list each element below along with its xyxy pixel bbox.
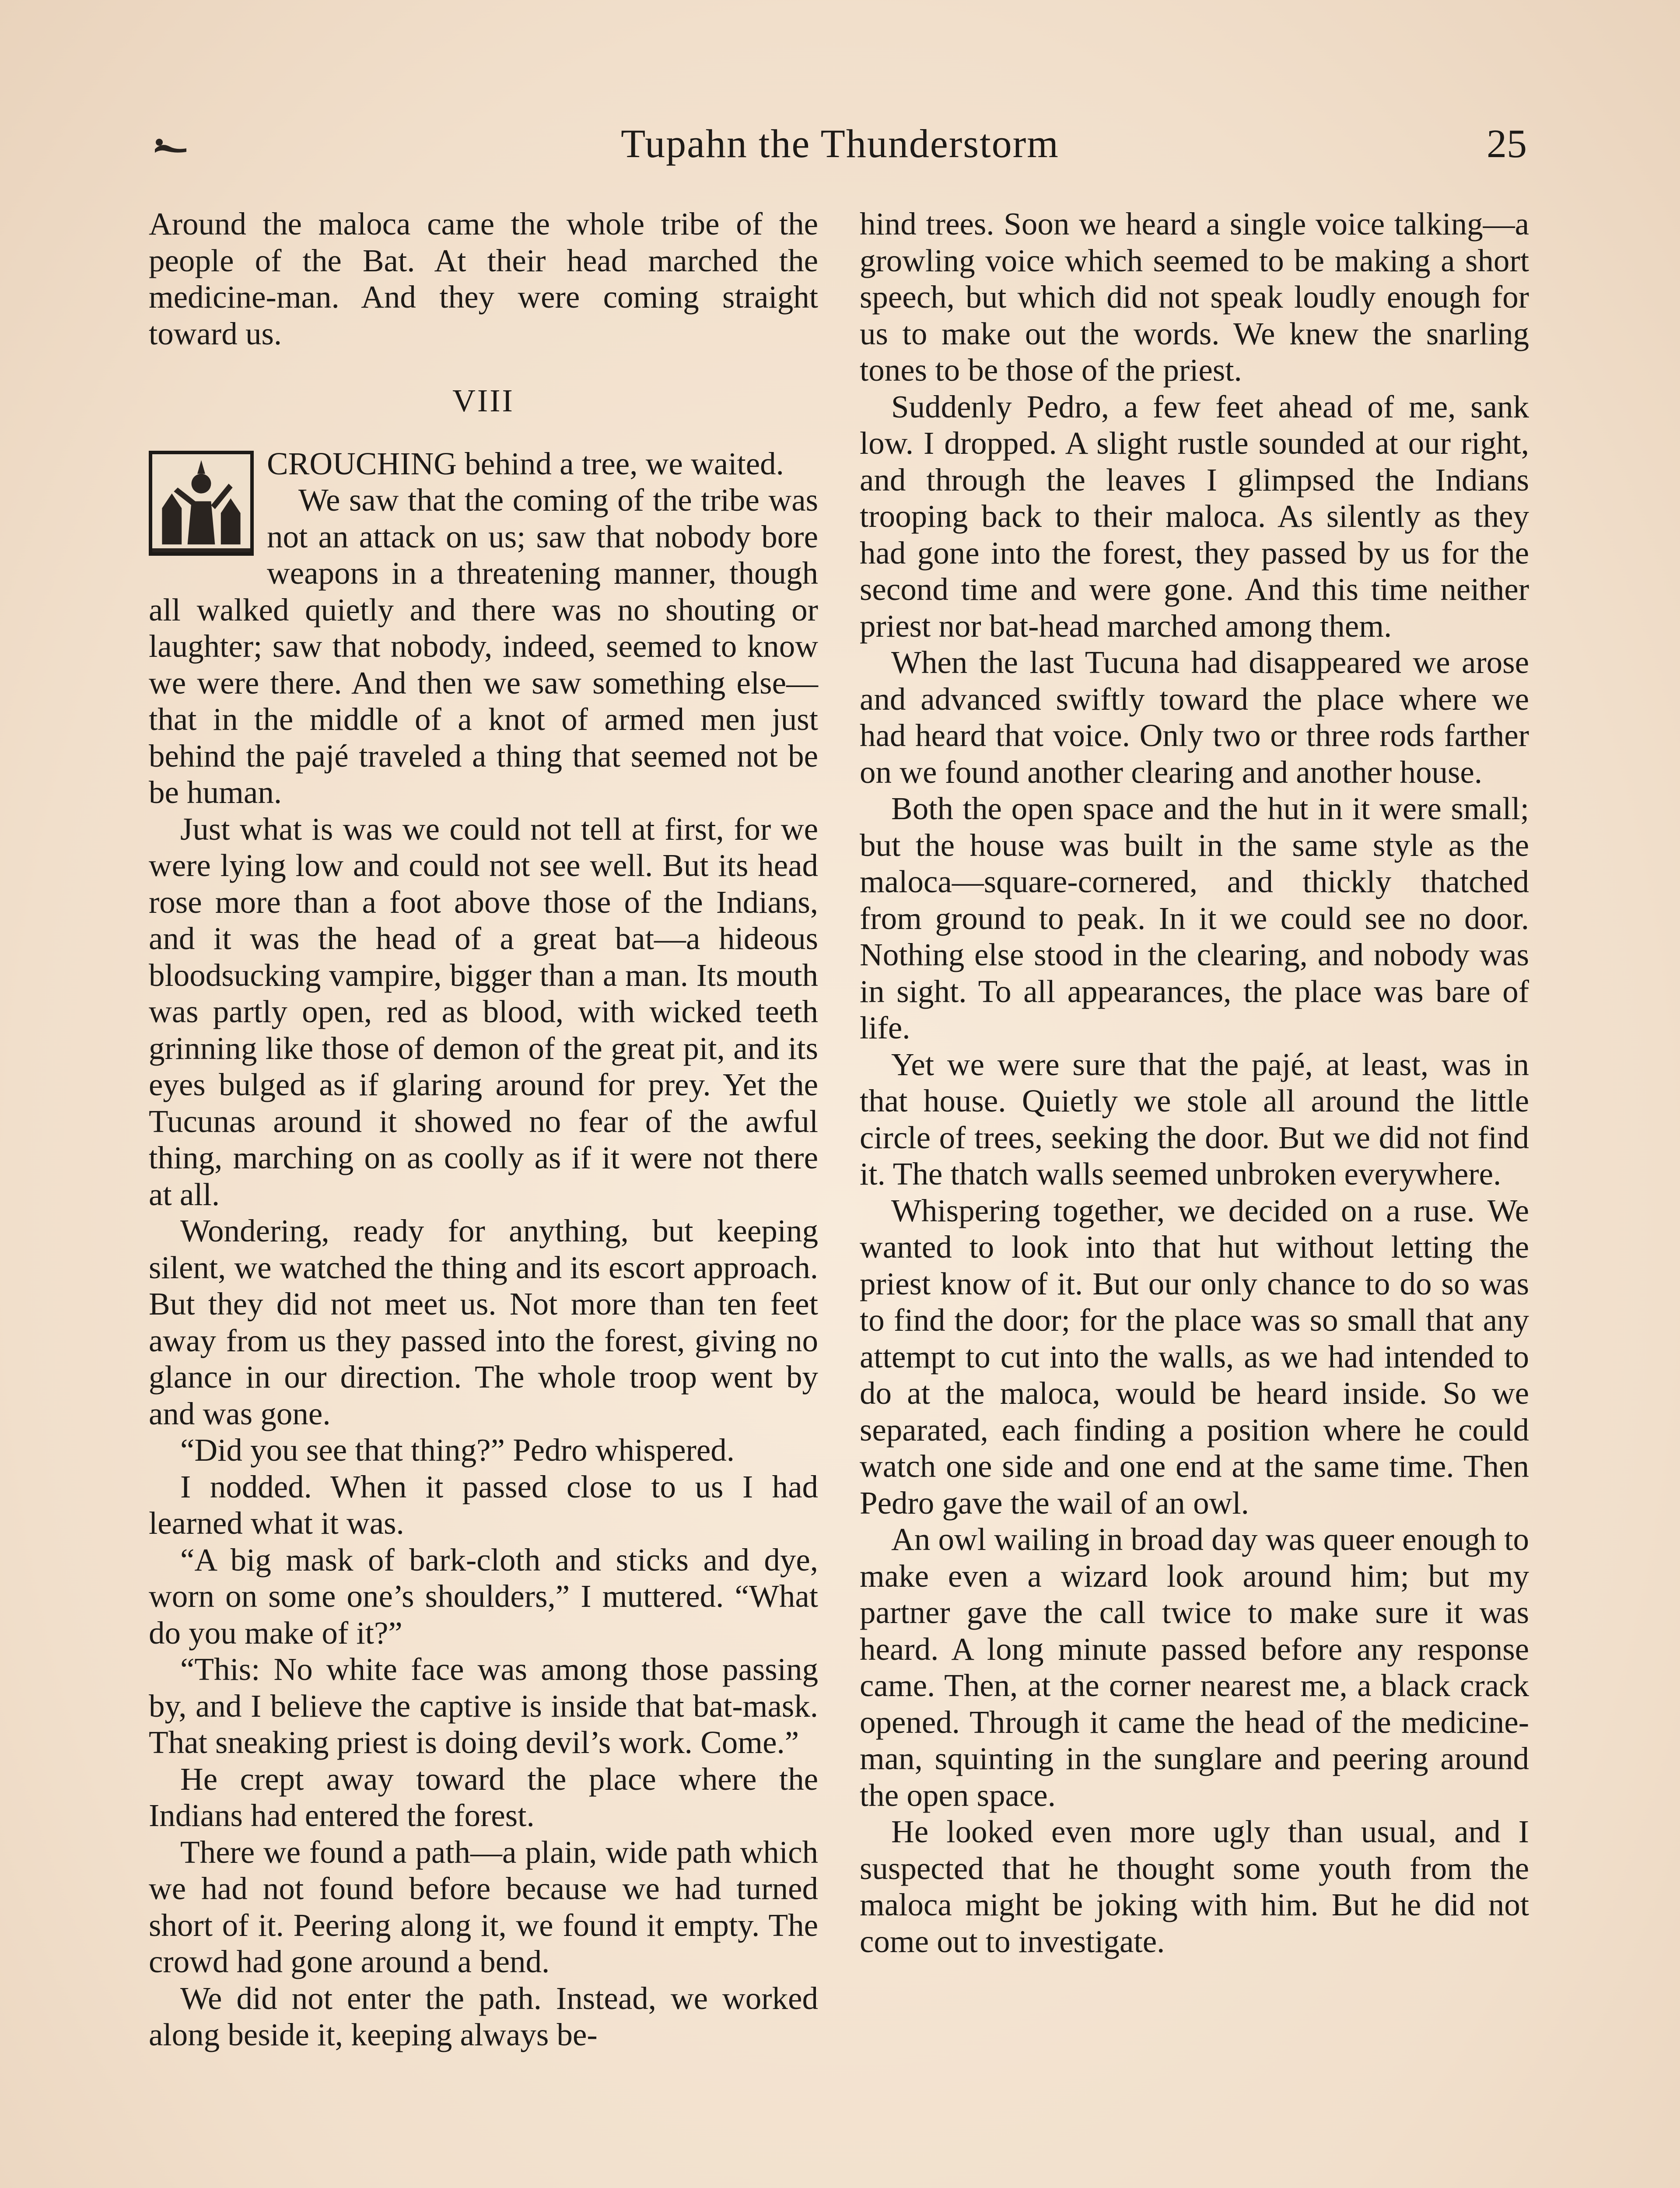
paragraph: hind trees. Soon we heard a single voice talking—a growling voice which seemed to be making a short speech, but which did not speak loudly enough for us to make out the words. We knew the snarling tones to be those of the priest. xyxy=(860,206,1529,388)
dropcap-paragraph xyxy=(149,445,818,482)
right-column xyxy=(860,206,1529,1960)
running-title: Tupahn the Thunderstorm xyxy=(621,121,1059,166)
paragraph: Suddenly Pedro, a few feet ahead of me, sank low. I dropped. A slight rustle sounded at our right, and through the leaves I glimpsed the Indians trooping back to their maloca. As silently as they had gone into the forest, they passed by us for the second time and were gone. And this time neither priest nor bat-head marched among them. xyxy=(860,389,1529,644)
dropcap-lead-word: CROUCHING xyxy=(267,445,457,481)
paragraph: He looked even more ugly than usual, and I suspected that he thought some youth from the maloca might be joking with him. But he did not come out to investigate. xyxy=(860,1814,1529,1959)
woodcut-figure-icon xyxy=(149,451,254,556)
paragraph: He crept away toward the place where the Indians had entered the forest. xyxy=(149,1761,818,1833)
paragraph: Just what is was we could not tell at first, for we were lying low and could not see well. But its head rose more than a foot above those of the Indians, and it was the head of a great bat—a hideous bloodsucking vampire, bigger than a man. Its mouth was partly open, red as blood, with wicked teeth grinning like those of demon of the great pit, and its eyes bulged as if glaring around for prey. Yet the Tucunas around it showed no fear of the awful thing, marching on as coolly as if it were not there at all. xyxy=(149,811,818,1212)
page-number: 25 xyxy=(1487,121,1527,166)
paragraph: Wondering, ready for anything, but keeping silent, we watched the thing and its escort approach. But they did not meet us. Not more than ten feet away from us they passed into the forest, giving no glance in our direction. The whole troop went by and was gone. xyxy=(149,1213,818,1431)
paragraph: “Did you see that thing?” Pedro whispered. xyxy=(180,1432,735,1468)
paragraph: Around the maloca came the whole tribe of the people of the Bat. At their head marched the medicine-man. And they were coming straight toward us. xyxy=(149,206,818,351)
paragraph: “A big mask of bark-cloth and sticks and dye, worn on some one’s shoulders,” I muttered. “What do you make of it?” xyxy=(149,1542,818,1651)
page-header xyxy=(144,112,1536,173)
paragraph: Whispering together, we decided on a ruse. We wanted to look into that hut without letting the priest know of it. But our only chance to do so was to find the door; for the place was so small that any attempt to cut into the walls, as we had intended to do at the maloca, would be heard inside. So we separated, each finding a position where he could watch one side and one end at the same time. Then Pedro gave the wail of an owl. xyxy=(860,1192,1529,1521)
paragraph: “This: No white face was among those passing by, and I believe the captive is inside that bat-mask. That sneaking priest is doing devil’s work. Come.” xyxy=(149,1652,818,1760)
paragraph: There we found a path—a plain, wide path which we had not found before because we had turned short of it. Peering along it, we found it empty. The crowd had gone around a bend. xyxy=(149,1834,818,1979)
paragraph: Both the open space and the hut in it were small; but the house was built in the same style as the maloca—square-cornered, and thickly thatched from ground to peak. In it we could see no door. Nothing else stood in the clearing, and nobody was in sight. To all appearances, the place was bare of life. xyxy=(860,791,1529,1045)
left-column xyxy=(149,206,818,2053)
paragraph: We did not enter the path. Instead, we worked along beside it, keeping always be- xyxy=(149,1980,818,2052)
paragraph: Yet we were sure that the pajé, at least, was in that house. Quietly we stole all around the little circle of trees, seeking the door. But we did not find it. The thatch walls seemed unbroken everywhere. xyxy=(860,1046,1529,1192)
paragraph: I nodded. When it passed close to us I had learned what it was. xyxy=(149,1469,818,1541)
paragraph: An owl wailing in broad day was queer enough to make even a wizard look around him; but my partner gave the call twice to make sure it was heard. A long minute passed before any response came. Then, at the corner nearest me, a black crack opened. Through it came the head of the medicine-man, squinting in the sunglare and peering around the open space. xyxy=(860,1522,1529,1813)
section-heading: VIII xyxy=(452,383,514,418)
paragraph: We saw that the coming of the tribe was not an attack on us; saw that nobody bore weapons in a threatening manner, though all walked quietly and there was no shouting or laughter; saw that nobody, indeed, seemed to know we were there. And then we saw something else—that in the middle of a knot of armed men just behind the pajé traveled a thing that seemed not be be human. xyxy=(149,482,818,810)
paragraph: When the last Tucuna had disappeared we arose and advanced swiftly toward the place where we had heard that voice. Only two or three rods farther on we found another clearing and another house. xyxy=(860,645,1529,790)
dropcap-lead-rest: behind a tree, we waited. xyxy=(456,445,784,481)
